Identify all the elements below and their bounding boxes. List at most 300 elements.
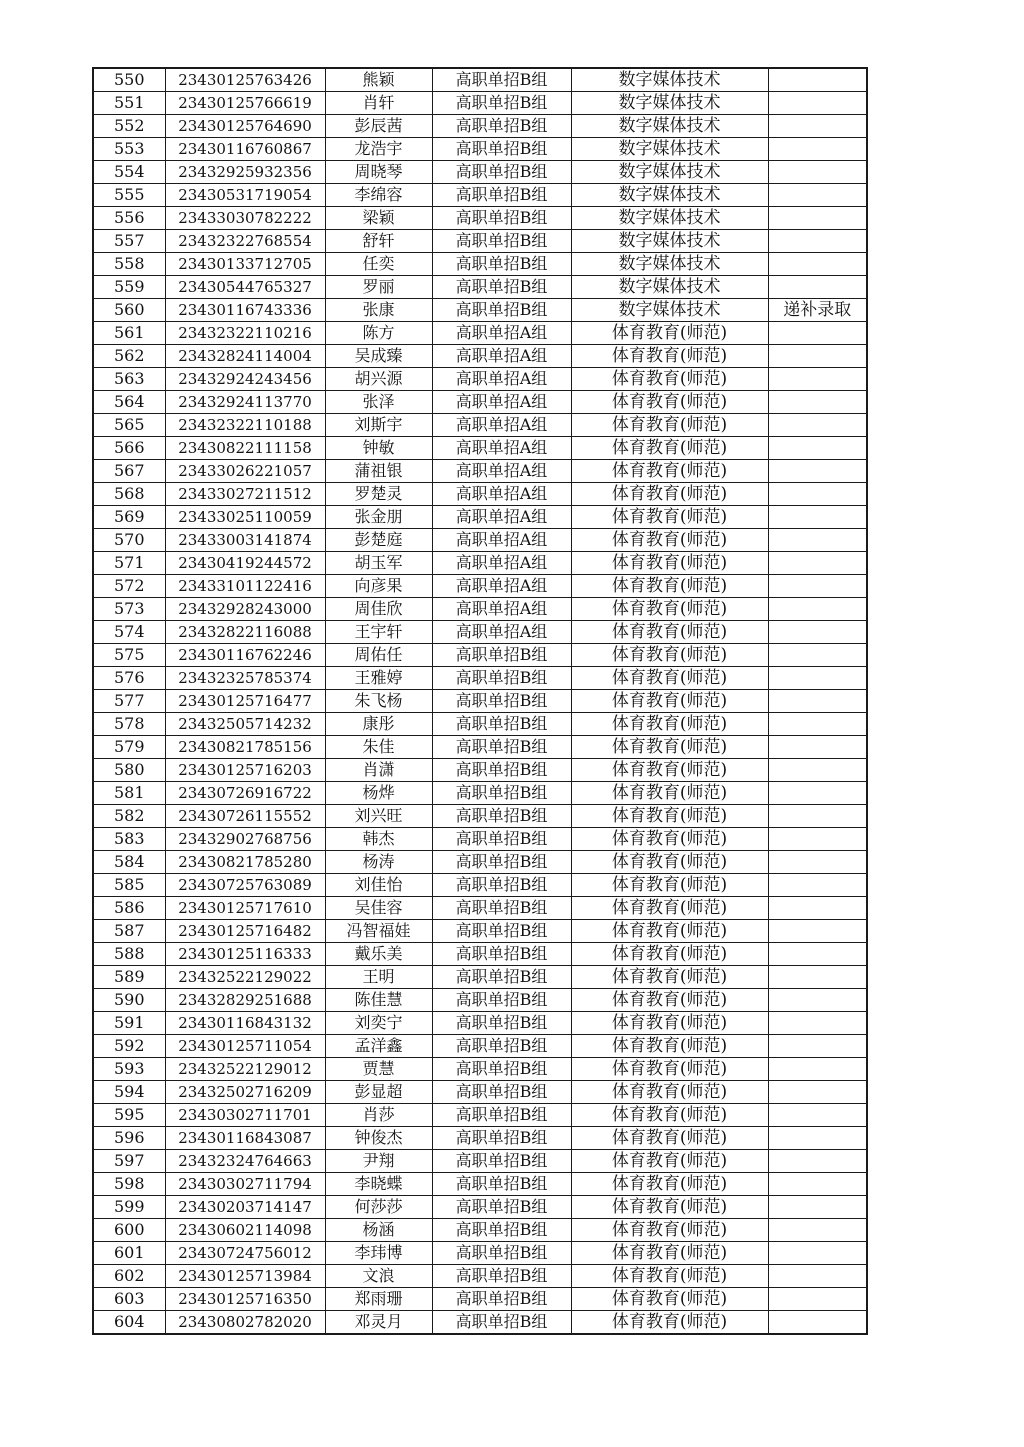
- candidate-id-cell: 23430125716350: [165, 1288, 325, 1311]
- candidate-id-cell: 23432522129012: [165, 1058, 325, 1081]
- row-number-cell: 586: [93, 897, 165, 920]
- admission-type-cell: 高职单招B组: [432, 851, 571, 874]
- candidate-id-cell: 23432924243456: [165, 368, 325, 391]
- table-row: [93, 552, 867, 575]
- row-number-cell: 553: [93, 138, 165, 161]
- candidate-id-cell: 23430602114098: [165, 1219, 325, 1242]
- major-cell: 体育教育(师范): [571, 851, 768, 874]
- major-cell: 体育教育(师范): [571, 736, 768, 759]
- major-cell: 体育教育(师范): [571, 667, 768, 690]
- table-row: [93, 575, 867, 598]
- candidate-id-cell: 23433027211512: [165, 483, 325, 506]
- admission-type-cell: 高职单招B组: [432, 805, 571, 828]
- remark-cell: [768, 115, 867, 138]
- remark-cell: [768, 276, 867, 299]
- major-cell: 体育教育(师范): [571, 621, 768, 644]
- row-number-cell: 592: [93, 1035, 165, 1058]
- student-name-cell: 王明: [325, 966, 432, 989]
- table-row: [93, 1265, 867, 1288]
- student-name-cell: 熊颖: [325, 68, 432, 92]
- table-row: [93, 368, 867, 391]
- admission-type-cell: 高职单招B组: [432, 874, 571, 897]
- row-number-cell: 599: [93, 1196, 165, 1219]
- admission-type-cell: 高职单招A组: [432, 368, 571, 391]
- table-row: [93, 1012, 867, 1035]
- table-row: [93, 1127, 867, 1150]
- table-row: [93, 1219, 867, 1242]
- table-row: [93, 322, 867, 345]
- admission-type-cell: 高职单招B组: [432, 207, 571, 230]
- table-row: [93, 529, 867, 552]
- student-name-cell: 蒲祖银: [325, 460, 432, 483]
- major-cell: 数字媒体技术: [571, 161, 768, 184]
- row-number-cell: 600: [93, 1219, 165, 1242]
- remark-cell: [768, 805, 867, 828]
- row-number-cell: 559: [93, 276, 165, 299]
- student-name-cell: 肖轩: [325, 92, 432, 115]
- candidate-id-cell: 23432928243000: [165, 598, 325, 621]
- table-row: [93, 644, 867, 667]
- row-number-cell: 581: [93, 782, 165, 805]
- remark-cell: [768, 460, 867, 483]
- student-name-cell: 张泽: [325, 391, 432, 414]
- remark-cell: [768, 943, 867, 966]
- admission-type-cell: 高职单招B组: [432, 253, 571, 276]
- remark-cell: [768, 506, 867, 529]
- table-row: [93, 1035, 867, 1058]
- table-row: [93, 230, 867, 253]
- student-name-cell: 周晓琴: [325, 161, 432, 184]
- candidate-id-cell: 23430116743336: [165, 299, 325, 322]
- candidate-id-cell: 23433026221057: [165, 460, 325, 483]
- row-number-cell: 597: [93, 1150, 165, 1173]
- row-number-cell: 567: [93, 460, 165, 483]
- admission-type-cell: 高职单招B组: [432, 1127, 571, 1150]
- table-row: [93, 138, 867, 161]
- major-cell: 体育教育(师范): [571, 1288, 768, 1311]
- major-cell: 体育教育(师范): [571, 368, 768, 391]
- major-cell: 数字媒体技术: [571, 138, 768, 161]
- table-row: [93, 1196, 867, 1219]
- admission-type-cell: 高职单招B组: [432, 1265, 571, 1288]
- row-number-cell: 551: [93, 92, 165, 115]
- student-name-cell: 张金朋: [325, 506, 432, 529]
- row-number-cell: 558: [93, 253, 165, 276]
- row-number-cell: 555: [93, 184, 165, 207]
- candidate-id-cell: 23430203714147: [165, 1196, 325, 1219]
- admission-type-cell: 高职单招B组: [432, 1150, 571, 1173]
- candidate-id-cell: 23430726115552: [165, 805, 325, 828]
- remark-cell: [768, 253, 867, 276]
- admission-type-cell: 高职单招B组: [432, 1242, 571, 1265]
- major-cell: 体育教育(师范): [571, 828, 768, 851]
- candidate-id-cell: 23433025110059: [165, 506, 325, 529]
- remark-cell: [768, 736, 867, 759]
- major-cell: 数字媒体技术: [571, 253, 768, 276]
- table-row: [93, 1058, 867, 1081]
- major-cell: 体育教育(师范): [571, 920, 768, 943]
- table-row: [93, 161, 867, 184]
- admission-type-cell: 高职单招A组: [432, 437, 571, 460]
- admission-type-cell: 高职单招A组: [432, 552, 571, 575]
- major-cell: 体育教育(师范): [571, 506, 768, 529]
- candidate-id-cell: 23430821785280: [165, 851, 325, 874]
- major-cell: 体育教育(师范): [571, 897, 768, 920]
- candidate-id-cell: 23432522129022: [165, 966, 325, 989]
- major-cell: 体育教育(师范): [571, 805, 768, 828]
- remark-cell: [768, 161, 867, 184]
- row-number-cell: 583: [93, 828, 165, 851]
- remark-cell: [768, 1127, 867, 1150]
- row-number-cell: 573: [93, 598, 165, 621]
- candidate-id-cell: 23430125716203: [165, 759, 325, 782]
- row-number-cell: 584: [93, 851, 165, 874]
- candidate-id-cell: 23432324764663: [165, 1150, 325, 1173]
- row-number-cell: 580: [93, 759, 165, 782]
- remark-cell: [768, 1104, 867, 1127]
- table-row: [93, 851, 867, 874]
- admission-type-cell: 高职单招A组: [432, 575, 571, 598]
- remark-cell: [768, 1012, 867, 1035]
- student-name-cell: 李玮博: [325, 1242, 432, 1265]
- table-row: [93, 184, 867, 207]
- row-number-cell: 582: [93, 805, 165, 828]
- remark-cell: [768, 1311, 867, 1335]
- row-number-cell: 560: [93, 299, 165, 322]
- admission-type-cell: 高职单招A组: [432, 483, 571, 506]
- admission-type-cell: 高职单招B组: [432, 1035, 571, 1058]
- admission-type-cell: 高职单招B组: [432, 1219, 571, 1242]
- candidate-id-cell: 23432322110216: [165, 322, 325, 345]
- student-name-cell: 肖潇: [325, 759, 432, 782]
- row-number-cell: 595: [93, 1104, 165, 1127]
- remark-cell: [768, 368, 867, 391]
- major-cell: 体育教育(师范): [571, 345, 768, 368]
- row-number-cell: 561: [93, 322, 165, 345]
- student-name-cell: 陈方: [325, 322, 432, 345]
- major-cell: 数字媒体技术: [571, 92, 768, 115]
- major-cell: 体育教育(师范): [571, 1242, 768, 1265]
- remark-cell: [768, 1242, 867, 1265]
- student-name-cell: 梁颖: [325, 207, 432, 230]
- table-row: [93, 115, 867, 138]
- admission-type-cell: 高职单招B组: [432, 276, 571, 299]
- admission-type-cell: 高职单招B组: [432, 759, 571, 782]
- table-row: [93, 437, 867, 460]
- row-number-cell: 594: [93, 1081, 165, 1104]
- candidate-id-cell: 23430531719054: [165, 184, 325, 207]
- remark-cell: [768, 621, 867, 644]
- remark-cell: [768, 851, 867, 874]
- student-name-cell: 李晓蝶: [325, 1173, 432, 1196]
- student-name-cell: 朱飞杨: [325, 690, 432, 713]
- student-name-cell: 张康: [325, 299, 432, 322]
- candidate-id-cell: 23432325785374: [165, 667, 325, 690]
- row-number-cell: 563: [93, 368, 165, 391]
- row-number-cell: 570: [93, 529, 165, 552]
- row-number-cell: 564: [93, 391, 165, 414]
- row-number-cell: 568: [93, 483, 165, 506]
- remark-cell: [768, 322, 867, 345]
- candidate-id-cell: 23430419244572: [165, 552, 325, 575]
- admission-type-cell: 高职单招A组: [432, 322, 571, 345]
- remark-cell: [768, 207, 867, 230]
- table-row: [93, 621, 867, 644]
- student-name-cell: 罗楚灵: [325, 483, 432, 506]
- remark-cell: [768, 184, 867, 207]
- candidate-id-cell: 23432505714232: [165, 713, 325, 736]
- candidate-id-cell: 23432502716209: [165, 1081, 325, 1104]
- student-name-cell: 吴佳容: [325, 897, 432, 920]
- row-number-cell: 601: [93, 1242, 165, 1265]
- student-name-cell: 刘佳怡: [325, 874, 432, 897]
- table-row: [93, 1150, 867, 1173]
- remark-cell: [768, 1219, 867, 1242]
- remark-cell: [768, 1265, 867, 1288]
- table-row: [93, 299, 867, 322]
- major-cell: 数字媒体技术: [571, 184, 768, 207]
- row-number-cell: 571: [93, 552, 165, 575]
- admission-type-cell: 高职单招B组: [432, 1081, 571, 1104]
- student-name-cell: 冯智福娃: [325, 920, 432, 943]
- row-number-cell: 569: [93, 506, 165, 529]
- table-row: [93, 828, 867, 851]
- student-name-cell: 李绵容: [325, 184, 432, 207]
- student-name-cell: 贾慧: [325, 1058, 432, 1081]
- admission-type-cell: 高职单招B组: [432, 897, 571, 920]
- table-row: [93, 207, 867, 230]
- major-cell: 体育教育(师范): [571, 644, 768, 667]
- remark-cell: [768, 391, 867, 414]
- remark-cell: [768, 1196, 867, 1219]
- remark-cell: [768, 230, 867, 253]
- table-row: [93, 874, 867, 897]
- major-cell: 体育教育(师范): [571, 1219, 768, 1242]
- remark-cell: [768, 345, 867, 368]
- table-row: [93, 68, 867, 92]
- candidate-id-cell: 23432829251688: [165, 989, 325, 1012]
- row-number-cell: 572: [93, 575, 165, 598]
- table-row: [93, 92, 867, 115]
- table-row: [93, 920, 867, 943]
- remark-cell: [768, 667, 867, 690]
- major-cell: 数字媒体技术: [571, 230, 768, 253]
- row-number-cell: 562: [93, 345, 165, 368]
- remark-cell: [768, 897, 867, 920]
- admission-type-cell: 高职单招B组: [432, 68, 571, 92]
- remark-cell: [768, 68, 867, 92]
- student-name-cell: 钟俊杰: [325, 1127, 432, 1150]
- student-name-cell: 任奕: [325, 253, 432, 276]
- row-number-cell: 578: [93, 713, 165, 736]
- remark-cell: [768, 138, 867, 161]
- remark-cell: [768, 920, 867, 943]
- student-name-cell: 郑雨珊: [325, 1288, 432, 1311]
- row-number-cell: 602: [93, 1265, 165, 1288]
- table-row: [93, 1311, 867, 1335]
- remark-cell: 递补录取: [768, 299, 867, 322]
- remark-cell: [768, 575, 867, 598]
- major-cell: 体育教育(师范): [571, 1150, 768, 1173]
- remark-cell: [768, 1288, 867, 1311]
- admission-type-cell: 高职单招B组: [432, 644, 571, 667]
- remark-cell: [768, 966, 867, 989]
- student-name-cell: 康彤: [325, 713, 432, 736]
- major-cell: 体育教育(师范): [571, 598, 768, 621]
- row-number-cell: 587: [93, 920, 165, 943]
- student-name-cell: 钟敏: [325, 437, 432, 460]
- admission-type-cell: 高职单招B组: [432, 138, 571, 161]
- admission-list-body: [93, 68, 867, 1334]
- major-cell: 数字媒体技术: [571, 207, 768, 230]
- remark-cell: [768, 782, 867, 805]
- candidate-id-cell: 23430125717610: [165, 897, 325, 920]
- major-cell: 体育教育(师范): [571, 1104, 768, 1127]
- remark-cell: [768, 1150, 867, 1173]
- candidate-id-cell: 23432925932356: [165, 161, 325, 184]
- major-cell: 体育教育(师范): [571, 989, 768, 1012]
- major-cell: 体育教育(师范): [571, 1173, 768, 1196]
- student-name-cell: 刘斯宇: [325, 414, 432, 437]
- candidate-id-cell: 23430302711701: [165, 1104, 325, 1127]
- major-cell: 数字媒体技术: [571, 276, 768, 299]
- table-row: [93, 345, 867, 368]
- major-cell: 体育教育(师范): [571, 575, 768, 598]
- admission-type-cell: 高职单招A组: [432, 460, 571, 483]
- table-row: [93, 1288, 867, 1311]
- student-name-cell: 杨烨: [325, 782, 432, 805]
- remark-cell: [768, 483, 867, 506]
- admission-type-cell: 高职单招B组: [432, 92, 571, 115]
- table-row: [93, 276, 867, 299]
- major-cell: 体育教育(师范): [571, 1196, 768, 1219]
- admission-type-cell: 高职单招B组: [432, 828, 571, 851]
- admission-type-cell: 高职单招B组: [432, 966, 571, 989]
- student-name-cell: 周佳欣: [325, 598, 432, 621]
- major-cell: 体育教育(师范): [571, 782, 768, 805]
- student-name-cell: 王宇轩: [325, 621, 432, 644]
- student-name-cell: 胡兴源: [325, 368, 432, 391]
- admission-type-cell: 高职单招A组: [432, 621, 571, 644]
- admission-type-cell: 高职单招B组: [432, 1311, 571, 1335]
- major-cell: 体育教育(师范): [571, 759, 768, 782]
- table-row: [93, 253, 867, 276]
- admission-type-cell: 高职单招A组: [432, 506, 571, 529]
- candidate-id-cell: 23433003141874: [165, 529, 325, 552]
- candidate-id-cell: 23432902768756: [165, 828, 325, 851]
- candidate-id-cell: 23433030782222: [165, 207, 325, 230]
- candidate-id-cell: 23430125766619: [165, 92, 325, 115]
- student-name-cell: 彭显超: [325, 1081, 432, 1104]
- candidate-id-cell: 23430302711794: [165, 1173, 325, 1196]
- student-name-cell: 韩杰: [325, 828, 432, 851]
- major-cell: 体育教育(师范): [571, 1012, 768, 1035]
- major-cell: 体育教育(师范): [571, 943, 768, 966]
- student-name-cell: 尹翔: [325, 1150, 432, 1173]
- major-cell: 体育教育(师范): [571, 1311, 768, 1335]
- remark-cell: [768, 1035, 867, 1058]
- row-number-cell: 574: [93, 621, 165, 644]
- remark-cell: [768, 713, 867, 736]
- admission-type-cell: 高职单招B组: [432, 1012, 571, 1035]
- table-row: [93, 460, 867, 483]
- student-name-cell: 文浪: [325, 1265, 432, 1288]
- table-row: [93, 1081, 867, 1104]
- major-cell: 体育教育(师范): [571, 391, 768, 414]
- remark-cell: [768, 437, 867, 460]
- candidate-id-cell: 23432322768554: [165, 230, 325, 253]
- table-row: [93, 506, 867, 529]
- student-name-cell: 彭辰茜: [325, 115, 432, 138]
- table-row: [93, 989, 867, 1012]
- candidate-id-cell: 23430544765327: [165, 276, 325, 299]
- row-number-cell: 588: [93, 943, 165, 966]
- row-number-cell: 565: [93, 414, 165, 437]
- table-row: [93, 1104, 867, 1127]
- candidate-id-cell: 23430116760867: [165, 138, 325, 161]
- major-cell: 体育教育(师范): [571, 1035, 768, 1058]
- table-row: [93, 805, 867, 828]
- candidate-id-cell: 23430125763426: [165, 68, 325, 92]
- major-cell: 体育教育(师范): [571, 874, 768, 897]
- table-row: [93, 966, 867, 989]
- row-number-cell: 550: [93, 68, 165, 92]
- row-number-cell: 577: [93, 690, 165, 713]
- row-number-cell: 576: [93, 667, 165, 690]
- candidate-id-cell: 23430125716482: [165, 920, 325, 943]
- table-row: [93, 598, 867, 621]
- major-cell: 体育教育(师范): [571, 1058, 768, 1081]
- admission-type-cell: 高职单招B组: [432, 690, 571, 713]
- student-name-cell: 吴成臻: [325, 345, 432, 368]
- admission-type-cell: 高职单招B组: [432, 1058, 571, 1081]
- candidate-id-cell: 23430821785156: [165, 736, 325, 759]
- candidate-id-cell: 23430726916722: [165, 782, 325, 805]
- major-cell: 数字媒体技术: [571, 115, 768, 138]
- table-row: [93, 667, 867, 690]
- row-number-cell: 598: [93, 1173, 165, 1196]
- remark-cell: [768, 874, 867, 897]
- remark-cell: [768, 989, 867, 1012]
- candidate-id-cell: 23430133712705: [165, 253, 325, 276]
- admission-type-cell: 高职单招B组: [432, 1288, 571, 1311]
- table-row: [93, 1173, 867, 1196]
- major-cell: 体育教育(师范): [571, 483, 768, 506]
- remark-cell: [768, 529, 867, 552]
- student-name-cell: 王雅婷: [325, 667, 432, 690]
- candidate-id-cell: 23430116762246: [165, 644, 325, 667]
- student-name-cell: 刘兴旺: [325, 805, 432, 828]
- row-number-cell: 575: [93, 644, 165, 667]
- candidate-id-cell: 23430724756012: [165, 1242, 325, 1265]
- major-cell: 体育教育(师范): [571, 414, 768, 437]
- table-row: [93, 736, 867, 759]
- student-name-cell: 陈佳慧: [325, 989, 432, 1012]
- student-name-cell: 戴乐美: [325, 943, 432, 966]
- table-row: [93, 897, 867, 920]
- row-number-cell: 554: [93, 161, 165, 184]
- row-number-cell: 557: [93, 230, 165, 253]
- major-cell: 体育教育(师范): [571, 1265, 768, 1288]
- row-number-cell: 603: [93, 1288, 165, 1311]
- remark-cell: [768, 1058, 867, 1081]
- remark-cell: [768, 1081, 867, 1104]
- admission-type-cell: 高职单招B组: [432, 943, 571, 966]
- student-name-cell: 肖莎: [325, 1104, 432, 1127]
- admission-type-cell: 高职单招B组: [432, 989, 571, 1012]
- major-cell: 体育教育(师范): [571, 460, 768, 483]
- student-name-cell: 罗丽: [325, 276, 432, 299]
